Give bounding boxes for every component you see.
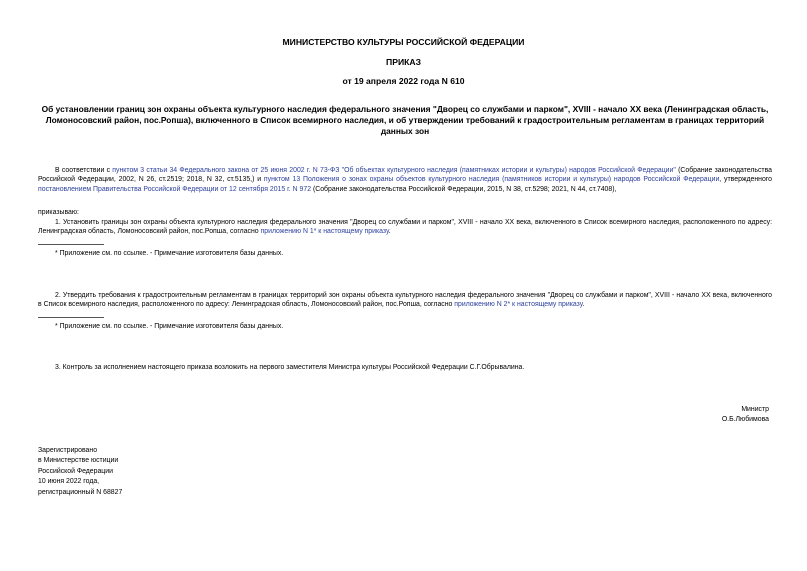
item-1-text: 1. Установить границы зон охраны объекта культурного наследия федерального значения "Дворец со службами и парком", XVIII - начало XX века, включенного в Список всемирного наследия, расположенного по адресу: Ленинградская область, Ломоносовский район, пос.Ропша, согласно	[38, 219, 772, 236]
registration-date: 10 июня 2022 года,	[38, 478, 100, 486]
ministry-heading: МИНИСТЕРСТВО КУЛЬТУРЫ РОССИЙСКОЙ ФЕДЕРАЦИИ	[282, 37, 525, 47]
item-1-paragraph	[38, 218, 772, 237]
document-title: Об установлении границ зон охраны объекта культурного наследия федерального значения "Дворец со службами и парком", XVIII - начало XX века (Ленинградская область, Ломоносовский район, пос.Ропша), включенного в Список всемирного наследия, и об утверждении требований к градостроительным регламентам в границах территорий данных зон	[41, 104, 769, 136]
footnote-1: * Приложение см. по ссылке. - Примечание изготовителя базы данных.	[55, 250, 284, 257]
preamble-text: (Собрание законодательства Российской Федерации, 2015, N 38, ст.5298; 2021, N 44, ст.7408),	[311, 185, 617, 193]
signature-name: О.Б.Любимова	[721, 416, 769, 423]
item-1-end: .	[388, 228, 391, 236]
order-word: приказываю:	[38, 209, 79, 216]
doc-type-heading: ПРИКАЗ	[386, 57, 421, 67]
item-2-paragraph	[38, 291, 772, 310]
footnote-2: * Приложение см. по ссылке. - Примечание изготовителя базы данных.	[55, 323, 284, 330]
signature-position: Министр	[741, 406, 769, 413]
registration-line: Зарегистрировано	[38, 447, 98, 454]
preamble-text: (Собрание законодательства Российской Федерации, 2002, N 26, ст.2519; 2018, N 32, ст.5135,) и	[38, 167, 772, 184]
law-73fz-link[interactable]: пунктом 3 статьи 34 Федерального закона от 25 июня 2002 г. N 73-ФЗ "Об объектах культурного наследия (памятниках истории и культуры) народов Российской Федерации"	[112, 167, 676, 174]
preamble-paragraph	[38, 166, 772, 194]
preamble-text: , утвержденного	[719, 176, 773, 184]
footnote-divider	[38, 244, 104, 245]
registration-number: регистрационный N 68827	[38, 488, 123, 496]
signature-block	[722, 405, 769, 425]
government-decree-link[interactable]: постановлением Правительства Российской Федерации от 12 сентября 2015 г. N 972	[38, 185, 312, 193]
preamble-text: В соответствии с	[55, 167, 113, 174]
item-2-text: 2. Утвердить требования к градостроительным регламентам в границах территорий зон охраны объекта культурного наследия федерального значения "Дворец со службами и парком", XVIII - начало XX века, включенного в Список всемирного наследия, расположенного по адресу: Ленинградская область, Ломоносовский район, пос.Ропша, согласно	[38, 292, 772, 309]
registration-line: Российской Федерации	[38, 467, 113, 475]
date-number: от 19 апреля 2022 года N 610	[342, 76, 465, 86]
item-3-paragraph: 3. Контроль за исполнением настоящего приказа возложить на первого заместителя Министра культуры Российской Федерации С.Г.Обрывалина.	[55, 364, 525, 371]
appendix-2-link[interactable]: приложению N 2* к настоящему приказу	[454, 301, 583, 309]
appendix-1-link[interactable]: приложению N 1* к настоящему приказу	[260, 228, 389, 236]
registration-line: в Министерстве юстиции	[38, 457, 119, 465]
regulation-point13-link[interactable]: пунктом 13 Положения о зонах охраны объектов культурного наследия (памятников истории и культуры) народов Российской Федерации	[263, 176, 720, 184]
footnote-divider	[38, 317, 104, 318]
item-2-end: .	[582, 301, 585, 309]
registration-block	[38, 446, 122, 498]
